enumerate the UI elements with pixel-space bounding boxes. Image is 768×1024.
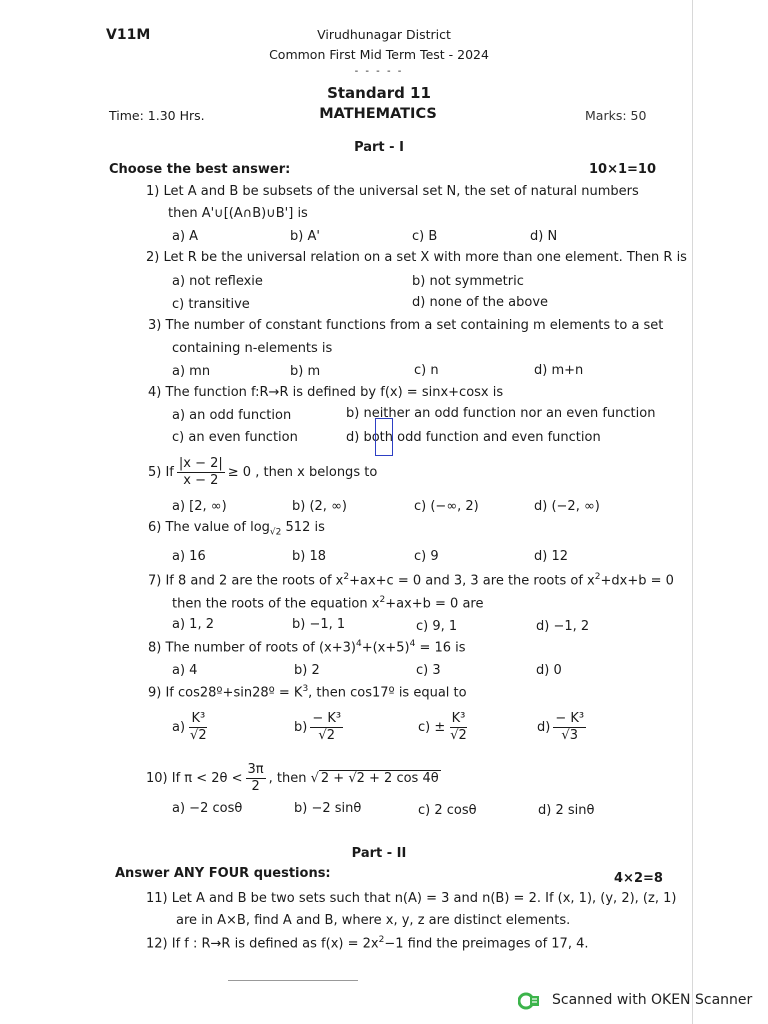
q7-option-b: b) −1, 1	[292, 617, 346, 632]
q10-option-d: d) 2 sinθ	[538, 803, 595, 818]
q10-denominator: 2	[251, 778, 260, 794]
q8-option-b: b) 2	[294, 663, 320, 678]
question-11: 11) Let A and B be two sets such that n(A) = 3 and n(B) = 2. If (x, 1), (y, 2), (z, 1)	[146, 891, 677, 906]
q5-prefix: 5) If	[148, 464, 174, 480]
q7-option-d: d) −1, 2	[536, 619, 590, 634]
q10-option-a: a) −2 cosθ	[172, 801, 243, 816]
question-8	[148, 639, 466, 655]
q5-suffix: ≥ 0 , then x belongs to	[227, 464, 378, 480]
q7-line2-part1: then the roots of the equation x	[172, 596, 380, 612]
q3-option-a: a) mn	[172, 364, 211, 379]
q6-suffix: 512 is	[281, 520, 325, 535]
q7-exponent-1: 2	[343, 572, 350, 582]
question-1-line2: then A'∪[(A∩B)∪B'] is	[168, 206, 308, 221]
q9-option-c	[418, 711, 472, 743]
q9-text-part1: 9) If cos28º+sin28º = K	[148, 685, 303, 701]
q9-c-label: c) ±	[418, 719, 446, 735]
q9-a-numerator: K³	[191, 711, 206, 726]
q9-c-denominator: √2	[450, 727, 467, 743]
q5-option-a: a) [2, ∞)	[172, 499, 227, 514]
question-10	[146, 762, 441, 794]
q7-text-part3: +dx+b = 0	[600, 573, 674, 589]
q7-exponent-3: 2	[379, 595, 386, 605]
q8-exponent-2: 4	[409, 639, 416, 649]
district-name: Virudhunagar District	[317, 27, 451, 42]
q7-text-part2: +ax+c = 0 and 3, 3 are the roots of x	[349, 573, 595, 589]
test-name: Common First Mid Term Test - 2024	[269, 47, 489, 62]
question-5	[148, 456, 377, 488]
part-2-title: Part - II	[351, 846, 407, 861]
q8-text-part2: +(x+5)	[361, 640, 410, 656]
scanned-with-label: Scanned with OKEN Scanner	[552, 992, 753, 1008]
q9-a-denominator: √2	[190, 727, 207, 743]
part-2-instruction: Answer ANY FOUR questions:	[115, 866, 331, 881]
question-11-line2: are in A×B, find A and B, where x, y, z are distinct elements.	[176, 913, 571, 928]
total-marks: Marks: 50	[585, 108, 647, 123]
part-1-score: 10×1=10	[589, 162, 657, 177]
q8-option-a: a) 4	[172, 663, 198, 678]
time-duration: Time: 1.30 Hrs.	[109, 108, 205, 123]
question-12	[146, 935, 588, 951]
q9-b-numerator: − K³	[312, 711, 342, 726]
q8-text-part1: 8) The number of roots of (x+3)	[148, 640, 356, 656]
question-3-line2: containing n-elements is	[172, 341, 333, 356]
text-selection-box	[375, 418, 393, 456]
q3-option-b: b) m	[290, 364, 321, 379]
q7-line2-part2: +ax+b = 0 are	[385, 596, 484, 612]
q9-b-denominator: √2	[318, 727, 335, 743]
q4-option-a: a) an odd function	[172, 408, 292, 423]
header-dashes: - - - - -	[354, 66, 404, 77]
part-2-score: 4×2=8	[614, 871, 663, 886]
q4-option-d: d) both odd function and even function	[346, 430, 601, 445]
q12-text-part2: −1 find the preimages of 17, 4.	[384, 936, 589, 952]
part-1-title: Part - I	[354, 140, 404, 155]
q6-log-base: √2	[269, 527, 282, 538]
q9-a-fraction	[188, 711, 209, 743]
question-7-line2	[172, 595, 483, 611]
question-2: 2) Let R be the universal relation on a set X with more than one element. Then R is	[146, 250, 687, 265]
q6-option-b: b) 18	[292, 549, 326, 564]
q9-text-part2: , then cos17º is equal to	[308, 685, 467, 701]
q1-option-a: a) A	[172, 229, 199, 244]
q12-text-part1: 12) If f : R→R is defined as f(x) = 2x	[146, 936, 379, 952]
question-1: 1) Let A and B be subsets of the universal set N, the set of natural numbers	[146, 184, 639, 199]
q7-text-part1: 7) If 8 and 2 are the roots of x	[148, 573, 344, 589]
q2-option-c: c) transitive	[172, 297, 250, 312]
part-1-instruction: Choose the best answer:	[109, 162, 291, 177]
q2-option-d: d) none of the above	[412, 295, 549, 310]
q9-a-label: a)	[172, 719, 186, 735]
q12-exponent: 2	[378, 935, 385, 945]
q9-d-fraction	[553, 711, 586, 743]
q7-exponent-2: 2	[594, 572, 601, 582]
q10-mid: , then √	[268, 770, 319, 786]
q8-option-c: c) 3	[416, 663, 441, 678]
q5-option-c: c) (−∞, 2)	[414, 499, 479, 514]
q9-b-label: b)	[294, 719, 308, 735]
q5-option-b: b) (2, ∞)	[292, 499, 347, 514]
q9-c-fraction	[448, 711, 469, 743]
q10-prefix: 10) If π < 2θ <	[146, 770, 243, 786]
q10-option-c: c) 2 cosθ	[418, 803, 477, 818]
question-3: 3) The number of constant functions from a set containing m elements to a set	[148, 318, 664, 333]
q4-option-c: c) an even function	[172, 430, 298, 445]
q10-fraction	[246, 762, 266, 794]
q9-c-numerator: K³	[451, 711, 466, 726]
q8-option-d: d) 0	[536, 663, 562, 678]
q8-exponent-1: 4	[355, 639, 362, 649]
question-9	[148, 684, 467, 700]
question-7	[148, 572, 674, 588]
oken-scanner-logo-icon	[518, 991, 540, 1011]
q6-option-c: c) 9	[414, 549, 439, 564]
q1-option-b: b) A'	[290, 229, 320, 244]
q6-option-a: a) 16	[172, 549, 206, 564]
question-6	[148, 520, 325, 538]
q2-option-b: b) not symmetric	[412, 274, 524, 289]
q9-option-d	[537, 711, 589, 743]
q6-prefix: 6) The value of log	[148, 520, 270, 535]
subject-title: MATHEMATICS	[319, 106, 437, 122]
question-4: 4) The function f:R→R is defined by f(x) = sinx+cosx is	[148, 385, 504, 400]
q9-d-numerator: − K³	[555, 711, 585, 726]
standard-title: Standard 11	[327, 84, 431, 102]
footer-line	[228, 980, 358, 981]
q5-option-d: d) (−2, ∞)	[534, 499, 600, 514]
q1-option-d: d) N	[530, 229, 558, 244]
q9-option-b	[294, 711, 346, 743]
q7-option-a: a) 1, 2	[172, 617, 214, 632]
q9-option-a	[172, 711, 212, 743]
q10-numerator: 3π	[247, 762, 264, 777]
q3-option-d: d) m+n	[534, 363, 584, 378]
q2-option-a: a) not reflexie	[172, 274, 263, 289]
q10-option-b: b) −2 sinθ	[294, 801, 362, 816]
q9-d-denominator: √3	[561, 727, 578, 743]
q3-option-c: c) n	[414, 363, 439, 378]
q8-text-part3: = 16 is	[415, 640, 466, 656]
q5-fraction-numerator: |x − 2|	[178, 456, 223, 471]
q6-option-d: d) 12	[534, 549, 568, 564]
q1-option-c: c) B	[412, 229, 438, 244]
paper-code: V11M	[106, 27, 151, 43]
q5-fraction	[177, 456, 225, 488]
q9-d-label: d)	[537, 719, 551, 735]
q5-fraction-denominator: x − 2	[183, 472, 219, 488]
q9-exponent: 3	[302, 684, 309, 694]
q10-radicand: 2 + √2 + 2 cos 4θ	[320, 771, 439, 787]
q7-option-c: c) 9, 1	[416, 619, 458, 634]
q9-b-fraction	[310, 711, 343, 743]
q4-option-b: b) neither an odd function nor an even function	[346, 406, 656, 421]
